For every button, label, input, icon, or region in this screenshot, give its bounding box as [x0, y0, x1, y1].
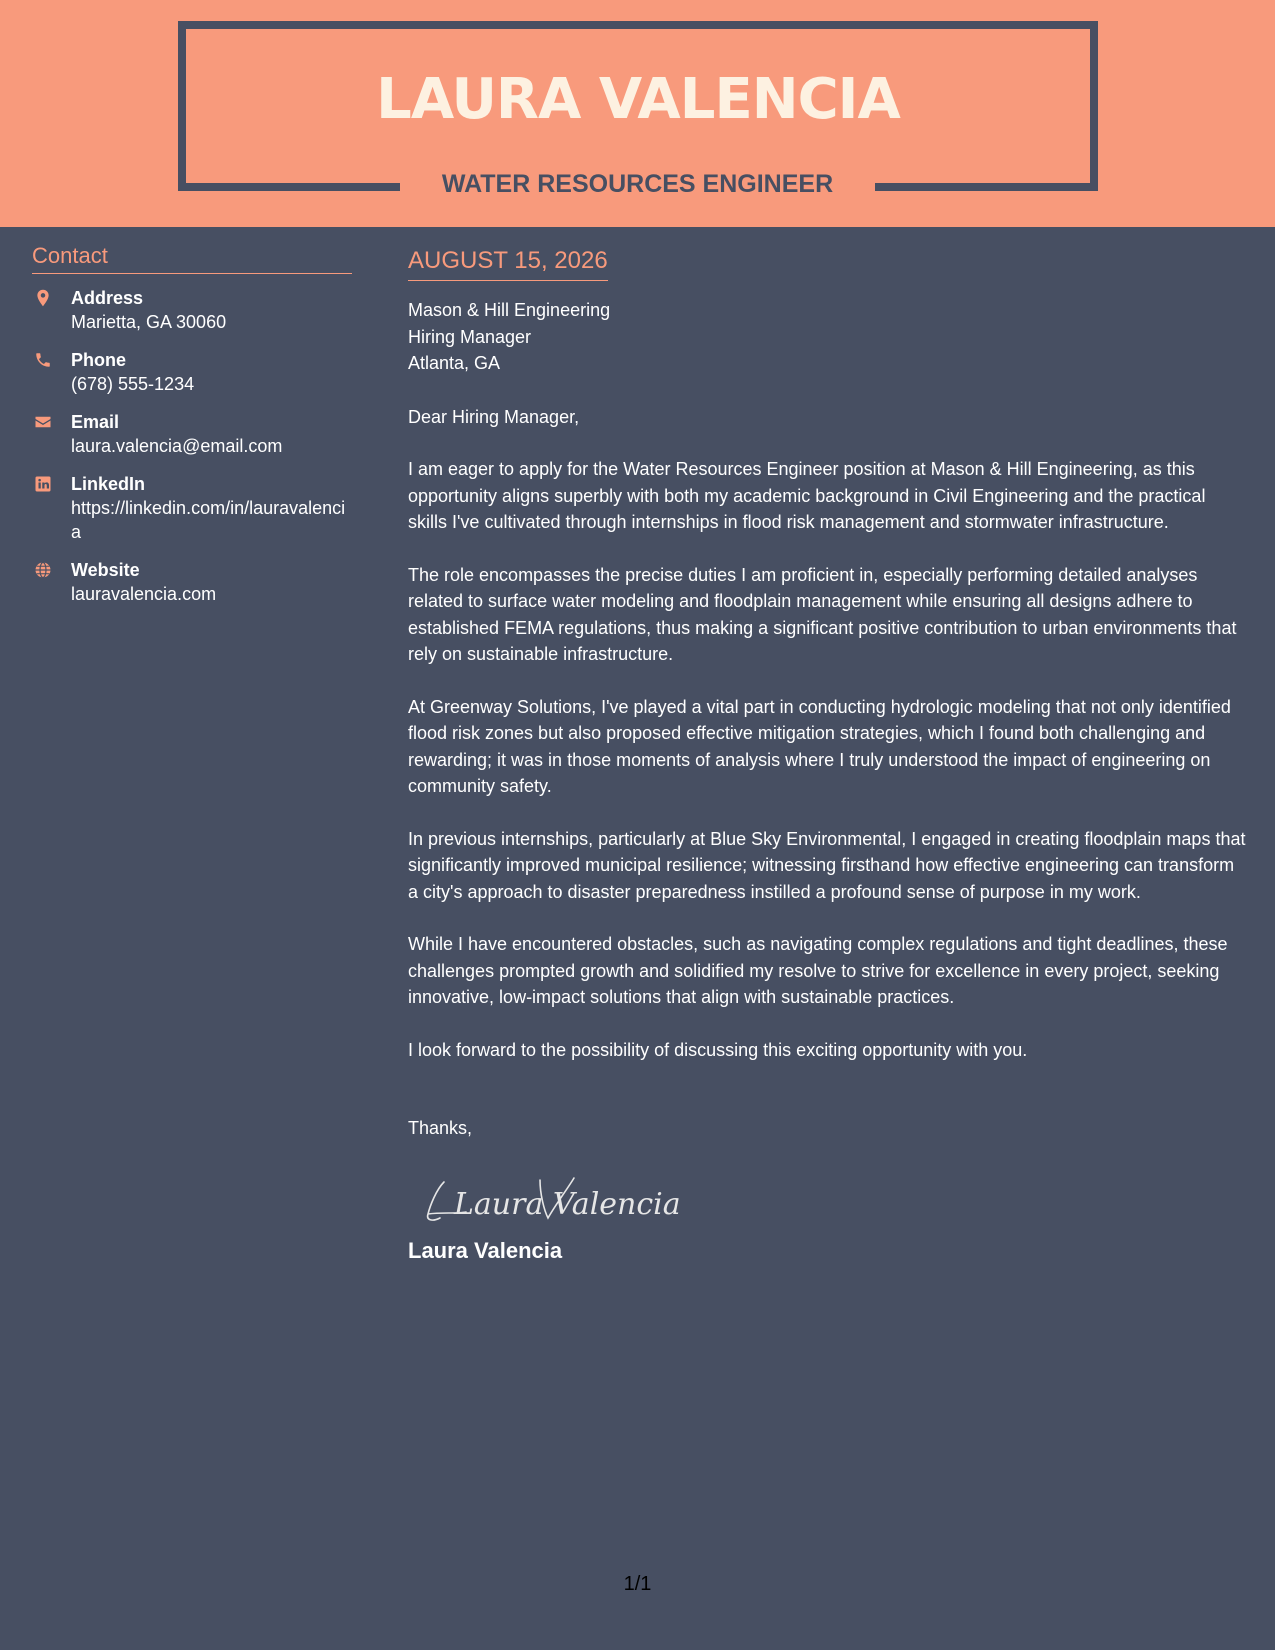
- contact-label-linkedin: LinkedIn: [71, 474, 146, 494]
- contact-sidebar: [32, 240, 352, 620]
- globe-icon: [34, 561, 52, 579]
- header-banner: [0, 0, 1275, 227]
- envelope-icon: [34, 413, 52, 431]
- signature-image: [422, 1168, 682, 1228]
- letter-date: AUGUST 15, 2026: [408, 244, 608, 281]
- contact-item-email: [32, 410, 352, 458]
- contact-value-website[interactable]: lauravalencia.com: [71, 584, 217, 604]
- contact-label-address: Address: [71, 288, 144, 308]
- contact-heading: Contact: [32, 240, 352, 274]
- contact-label-phone: Phone: [71, 350, 127, 370]
- map-pin-icon: [34, 289, 52, 307]
- contact-value-address: Marietta, GA 30060: [71, 312, 227, 332]
- contact-item-address: [32, 286, 352, 334]
- recipient-block: [408, 297, 1248, 377]
- letter-body: [408, 244, 1248, 1266]
- paragraph: I look forward to the possibility of discussing this exciting opportunity with you.: [408, 1039, 1028, 1060]
- signature: [422, 1168, 1248, 1228]
- paragraph: The role encompasses the precise duties I am proficient in, especially performing detailed analyses related to surface water modeling and floodplain management while ensuring all designs adhere to established FEMA regulations, thus making a significant positive contribution to urban environments that rely on sustainable infrastructure.: [408, 564, 1237, 664]
- signed-name: Laura Valencia: [408, 1237, 563, 1263]
- contact-value-linkedin[interactable]: https://linkedin.com/in/lauravalencia: [71, 498, 346, 542]
- recipient-location: Atlanta, GA: [408, 353, 501, 373]
- paragraph: While I have encountered obstacles, such as navigating complex regulations and tight deadlines, these challenges prompted growth and solidified my resolve to strive for excellence in every project, seeking innovative, low-impact solutions that align with sustainable practices.: [408, 934, 1228, 1007]
- contact-item-linkedin: [32, 472, 352, 544]
- signature-text: Laura Valencia: [454, 1186, 681, 1222]
- contact-label-website: Website: [71, 560, 140, 580]
- closing: Thanks,: [408, 1118, 473, 1138]
- contact-item-phone: [32, 348, 352, 396]
- contact-label-email: Email: [71, 412, 120, 432]
- paragraph: I am eager to apply for the Water Resources Engineer position at Mason & Hill Engineering, as this opportunity aligns superbly with both my academic background in Civil Engineering and the practical skills I've cultivated through internships in flood risk management and stormwater infrastructure.: [408, 459, 1206, 532]
- recipient-role: Hiring Manager: [408, 326, 532, 347]
- paragraph: In previous internships, particularly at Blue Sky Environmental, I engaged in creating floodplain maps that significantly improved municipal resilience; witnessing firsthand how effective engineering can transform a city's approach to disaster preparedness instilled a profound sense of purpose in my work.: [408, 828, 1246, 902]
- salutation: Dear Hiring Manager,: [408, 406, 580, 427]
- contact-value-phone: (678) 555-1234: [71, 374, 195, 394]
- applicant-name: LAURA VALENCIA: [376, 67, 900, 132]
- linkedin-icon: [34, 475, 52, 493]
- paragraph: At Greenway Solutions, I've played a vital part in conducting hydrologic modeling that not only identified flood risk zones but also proposed effective mitigation strategies, which I found both challenging and rewarding; it was in those moments of analysis where I truly understood the impact of engineering on community safety.: [408, 696, 1231, 796]
- job-title: WATER RESOURCES ENGINEER: [441, 170, 834, 198]
- contact-item-website: [32, 558, 352, 606]
- page-number: 1/1: [623, 1573, 652, 1595]
- recipient-company: Mason & Hill Engineering: [408, 300, 611, 320]
- phone-icon: [34, 351, 52, 369]
- contact-value-email: laura.valencia@email.com: [71, 436, 283, 456]
